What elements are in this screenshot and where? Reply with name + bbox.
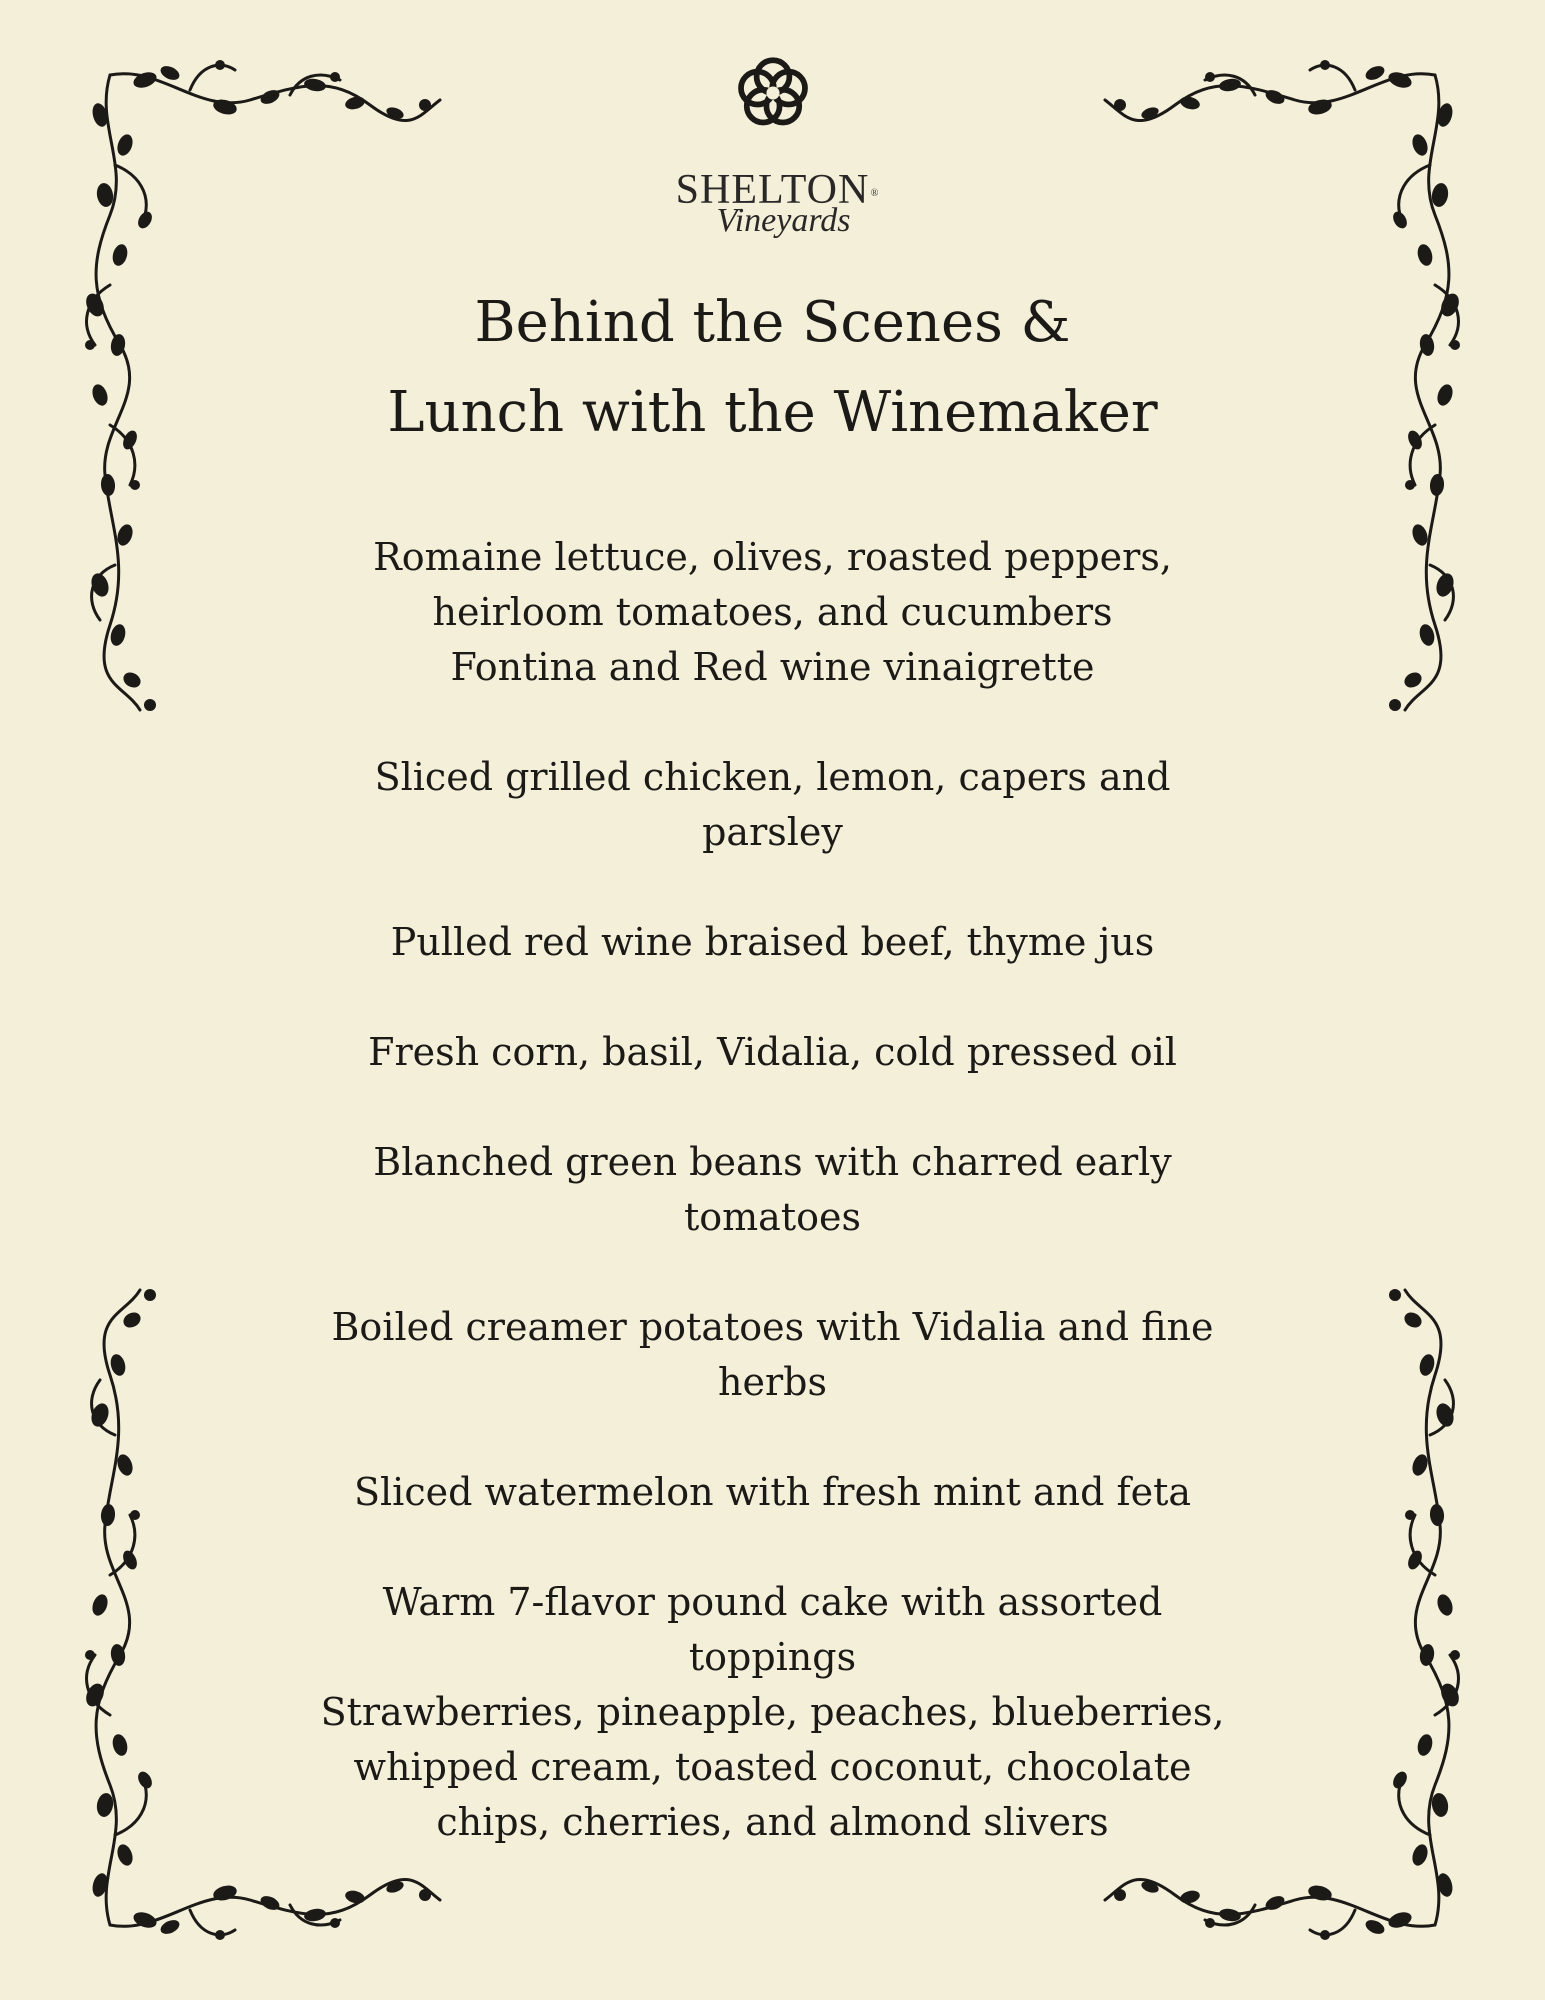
menu-course <box>300 530 1245 695</box>
menu-course-line: tomatoes <box>684 1195 861 1239</box>
menu-course-line: parsley <box>702 810 843 854</box>
menu-course-line: toppings <box>688 1635 857 1679</box>
menu-list <box>300 530 1245 1850</box>
menu-course-line: Romaine lettuce, olives, roasted peppers, <box>373 535 1172 579</box>
menu-course-line: whipped cream, toasted coconut, chocolate <box>353 1745 1192 1789</box>
registered-mark: ® <box>870 188 880 199</box>
menu-course-line: Pulled red wine braised beef, thyme jus <box>390 920 1155 964</box>
menu-course-line: Strawberries, pineapple, peaches, blueberries, <box>320 1690 1225 1734</box>
brand-subtitle: Vineyards <box>716 202 851 239</box>
menu-course-line: Warm 7-flavor pound cake with assorted <box>382 1580 1163 1624</box>
menu-course-line: Sliced watermelon with fresh mint and feta <box>353 1470 1192 1514</box>
menu-course-line: Fontina and Red wine vinaigrette <box>450 645 1095 689</box>
menu-course <box>300 1300 1245 1410</box>
menu-course-line: Boiled creamer potatoes with Vidalia and fine <box>331 1305 1214 1349</box>
menu-course <box>300 1135 1245 1245</box>
title-line: Lunch with the Winemaker <box>387 380 1158 445</box>
menu-course-line: heirloom tomatoes, and cucumbers <box>432 590 1113 634</box>
menu-course-line: Blanched green beans with charred early <box>373 1140 1172 1184</box>
title-line: Behind the Scenes & <box>474 290 1071 355</box>
menu-course <box>300 1465 1245 1520</box>
menu-course <box>300 1575 1245 1850</box>
menu-course <box>300 915 1245 970</box>
menu-course-line: Fresh corn, basil, Vidalia, cold pressed oil <box>368 1030 1177 1074</box>
menu-course-line: chips, cherries, and almond slivers <box>436 1800 1109 1844</box>
brand-name: SHELTON ® <box>676 168 870 212</box>
menu-course-line: herbs <box>718 1360 827 1404</box>
page-title <box>0 278 1545 458</box>
brand-logo <box>0 167 1545 239</box>
menu-course <box>300 1025 1245 1080</box>
menu-course <box>300 750 1245 860</box>
rosette-logo-icon <box>732 52 814 134</box>
menu-course-line: Sliced grilled chicken, lemon, capers and <box>374 755 1171 799</box>
